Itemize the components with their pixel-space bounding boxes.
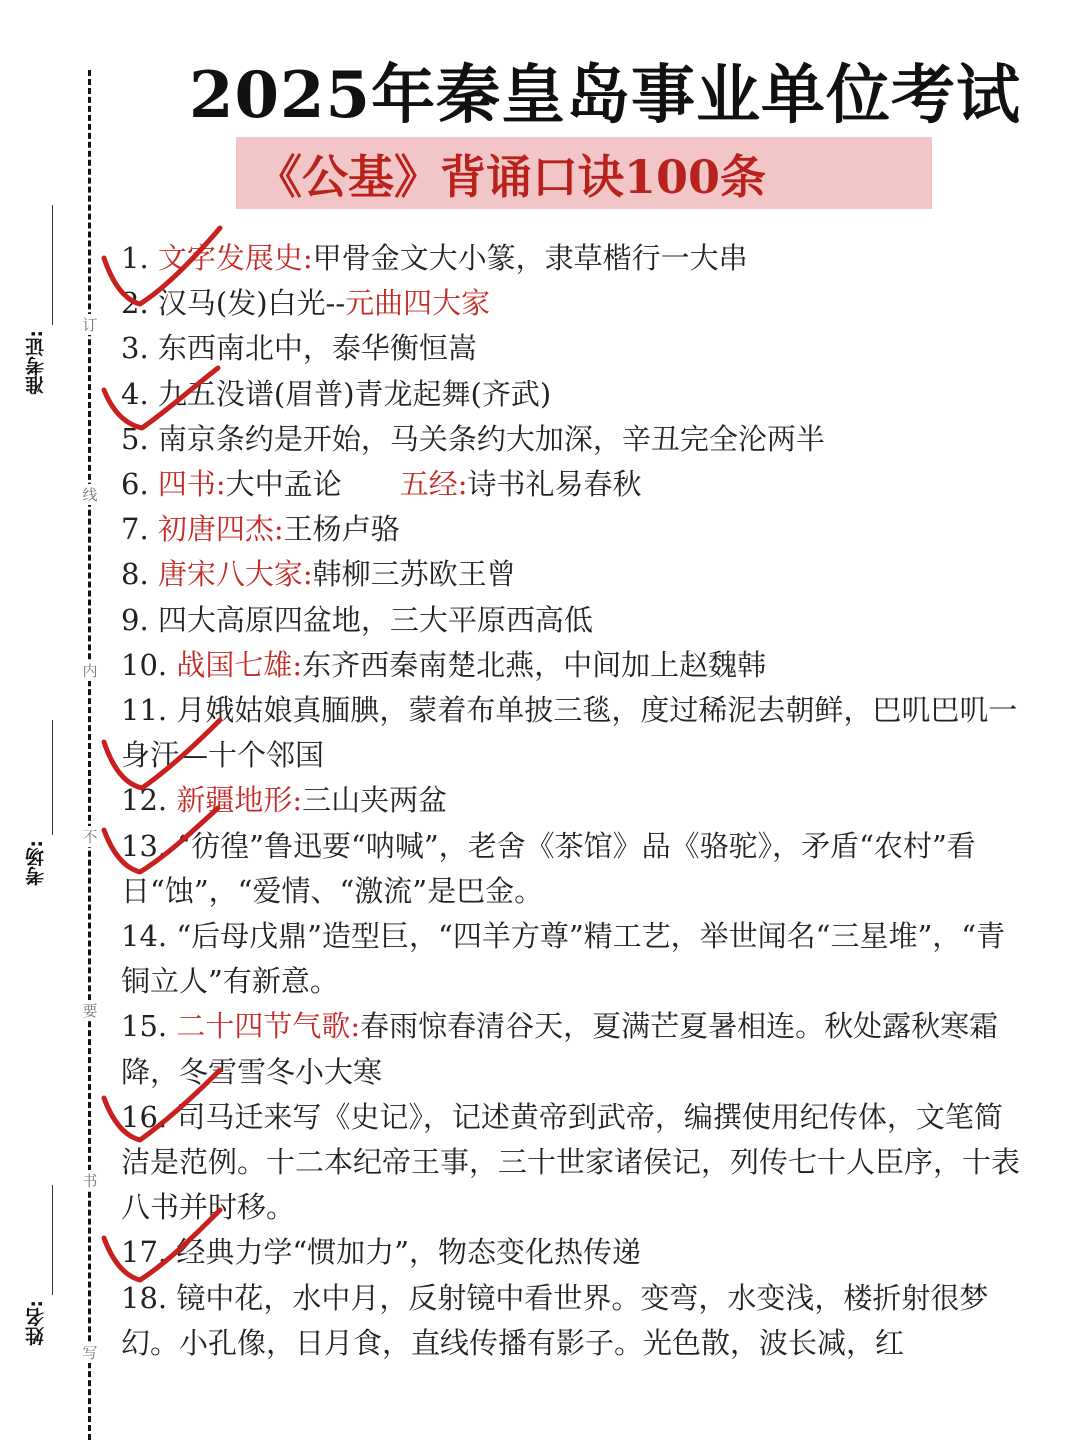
binding-margin: [0, 0, 115, 1440]
list-item: [121, 507, 1026, 552]
item-keyword: 战国七雄:: [176, 647, 303, 682]
item-text: 7.: [121, 512, 158, 547]
item-text: 3. 东西南北中，泰华衡恒嵩: [121, 331, 477, 366]
list-item: [121, 417, 1026, 462]
list-item: [121, 778, 1026, 823]
exam-id-line: [52, 205, 53, 325]
item-keyword: 唐宋八大家:: [157, 557, 313, 592]
guide-char: 线: [80, 484, 100, 505]
exam-room-label: 考场:: [25, 840, 47, 886]
item-text: 诗书礼易春秋: [467, 467, 642, 502]
item-keyword: 元曲四大家: [345, 286, 491, 321]
item-text: 甲骨金文大小篆，隶草楷行一大串: [312, 241, 748, 275]
list-item: [121, 1004, 1026, 1094]
exam-id-label: 准考证:: [25, 330, 47, 395]
item-text: 三山夹两盆: [302, 783, 448, 818]
item-text: 14. “后母戊鼎”造型巨，“四羊方尊”精工艺，举世闻名“三星堆”，“青铜立人”有新意。: [121, 919, 1006, 999]
guide-char: 不: [80, 826, 100, 847]
guide-char: 订: [80, 314, 100, 335]
list-item: [121, 598, 1026, 643]
list-item: [121, 688, 1026, 778]
item-text: 4. 九五没谱(眉普)青龙起舞(齐武): [121, 376, 552, 411]
item-keyword: 四书:: [157, 467, 226, 502]
list-item: [121, 1276, 1026, 1366]
list-item: [121, 914, 1026, 1004]
item-text: 东齐西秦南楚北燕，中间加上赵魏韩: [302, 647, 767, 682]
mnemonic-list: [121, 236, 1026, 1366]
item-text: 5. 南京条约是开始，马关条约大加深，辛丑完全沦两半: [121, 421, 825, 456]
item-text: 春雨惊春清谷天，夏满芒夏暑相连。秋处露秋寒霜降，冬雪雪冬小大寒: [121, 1009, 999, 1089]
item-text: 11. 月娥姑娘真腼腆，蒙着布单披三毯，度过稀泥去朝鲜，巴叽巴叽一身汗—十个邻国: [121, 693, 1018, 773]
item-text: 13. “彷徨”鲁迅要“呐喊”，老舍《茶馆》品《骆驼》，矛盾“农村”看日“蚀”，“爱情、“激流”是巴金。: [121, 828, 976, 908]
list-item: [121, 1230, 1026, 1275]
item-text: 大中孟论: [225, 467, 400, 502]
item-keyword: 文字发展史:: [157, 241, 313, 275]
item-text: 10.: [121, 647, 177, 682]
list-item: [121, 326, 1026, 371]
item-text: 16. 司马迁来写《史记》，记述黄帝到武帝，编撰使用纪传体，文笔简洁是范例。十二本纪帝王事，三十世家诸侯记，列传七十人臣序，十表八书并时移。: [121, 1099, 1021, 1225]
item-text: 18. 镜中花，水中月，反射镜中看世界。变弯，水变浅，楼折射很梦幻。小孔像，日月食，直线传播有影子。光色散，波长减，红: [121, 1280, 989, 1360]
list-item: [121, 643, 1026, 688]
page-title: 2025年秦皇岛事业单位考试: [188, 58, 1022, 133]
item-text: 1.: [121, 241, 158, 275]
guide-char: 内: [80, 660, 100, 681]
item-text: 韩柳三苏欧王曾: [312, 557, 516, 592]
item-text: 15.: [121, 1009, 177, 1044]
item-keyword: 初唐四杰:: [157, 512, 284, 547]
item-keyword: 新疆地形:: [176, 783, 303, 818]
guide-char: 书: [80, 1170, 100, 1191]
page-subtitle: 《公基》背诵口诀100条: [256, 150, 767, 204]
item-text: 6.: [121, 467, 158, 502]
item-text: 8.: [121, 557, 158, 592]
item-text: 12.: [121, 783, 177, 818]
list-item: [121, 281, 1026, 326]
name-label: 姓名:: [25, 1300, 47, 1346]
item-text: 9. 四大高原四盆地，三大平原西高低: [121, 602, 593, 637]
guide-char: 要: [80, 1000, 100, 1021]
list-item: [121, 824, 1026, 914]
list-item: [121, 1095, 1026, 1231]
list-item: [121, 552, 1026, 597]
item-keyword: 二十四节气歌:: [176, 1009, 361, 1044]
item-text: 2. 汉马(发)白光--: [121, 286, 346, 321]
name-line: [52, 1185, 53, 1295]
list-item: [121, 462, 1026, 507]
dashed-cut-line: [88, 70, 91, 1440]
list-item: [121, 372, 1026, 417]
item-text: 17. 经典力学“惯加力”，物态变化热传递: [121, 1235, 641, 1270]
item-keyword: 五经:: [399, 467, 468, 502]
list-item: [121, 236, 1026, 281]
item-text: 王杨卢骆: [283, 512, 400, 547]
exam-room-line: [52, 720, 53, 835]
guide-char: 写: [80, 1342, 100, 1363]
